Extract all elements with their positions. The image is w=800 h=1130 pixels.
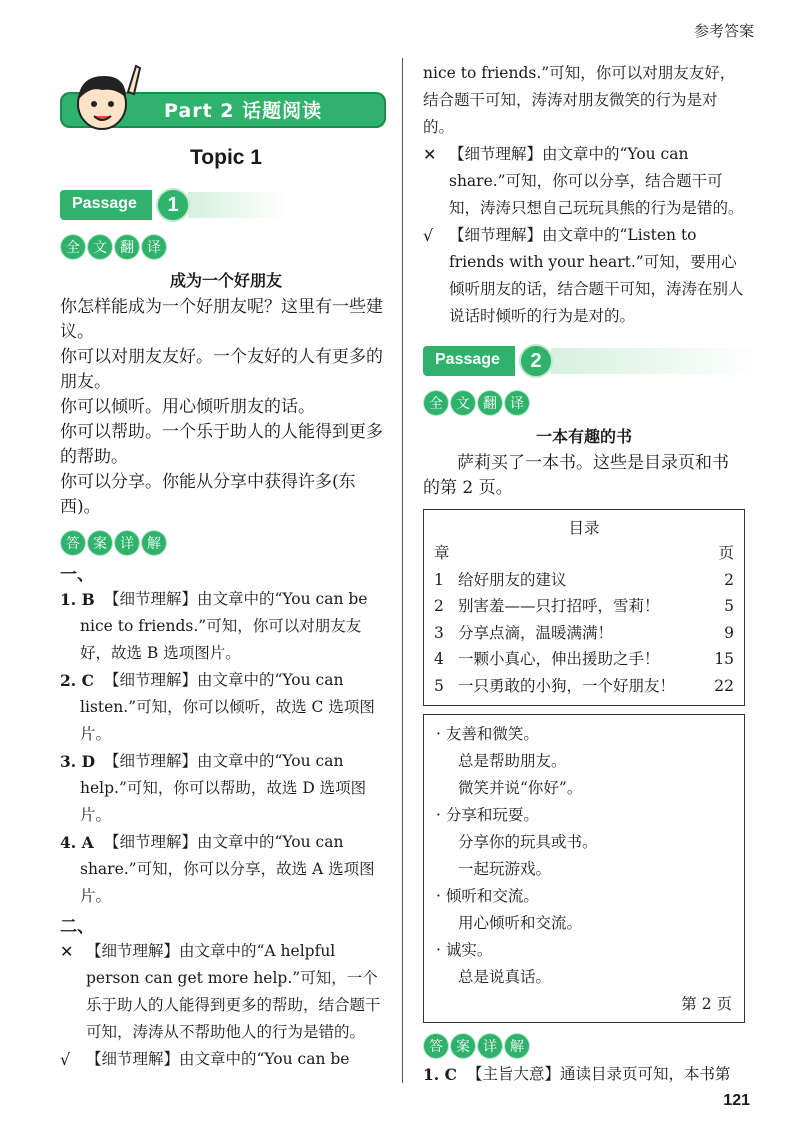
passage-2-intro: 萨莉买了一本书。这些是目录页和书的第 2 页。 (423, 453, 729, 498)
passage-2-title: 一本有趣的书 (535, 427, 632, 446)
passage-1-title: 成为一个好朋友 (169, 271, 282, 290)
page-number: 121 (723, 1092, 750, 1109)
judgement-text: 【细节理解】由文章中的“You can share.”可知，你可以分享，结合题干可知，涛涛只想自己玩玩具熊的行为是错的。 (449, 145, 744, 217)
answer-item (60, 748, 392, 829)
passage-badge-tail (551, 348, 761, 374)
table-of-contents (423, 509, 745, 706)
topic-title: Topic 1 (190, 146, 262, 169)
toc-chapter-title: 一颗小真心，伸出援助之手！ (458, 650, 660, 668)
tag-char: 全 (423, 390, 449, 416)
page-line: · 诚实。 (436, 941, 493, 959)
toc-page-header: 页 (718, 544, 734, 562)
answer-text: 【主旨大意】通读目录页可知，本书第 (467, 1065, 731, 1083)
toc-chapter-title: 一只勇敢的小狗，一个好朋友！ (458, 676, 676, 695)
toc-row (434, 646, 734, 673)
toc-row (434, 673, 734, 700)
page-line: 一起玩游戏。 (458, 860, 552, 878)
toc-page-num: 22 (714, 676, 734, 695)
page-line: · 分享和玩耍。 (436, 806, 539, 824)
paragraph: 你可以分享。你能从分享中获得许多(东西)。 (60, 472, 356, 517)
part-banner (60, 60, 392, 138)
answer-text: 【细节理解】由文章中的“You can listen.”可知，你可以倾听，故选 C 选项图片。 (80, 671, 375, 743)
toc-page-num: 5 (724, 597, 734, 615)
translation-tag (60, 234, 392, 262)
toc-page-num: 9 (724, 623, 734, 642)
answer-item (60, 829, 392, 910)
judgement-item (60, 1046, 392, 1073)
answer-item (60, 667, 392, 748)
tag-char: 答 (423, 1033, 449, 1059)
toc-chapter-num: 5 (434, 676, 444, 695)
judgement-text: 【细节理解】由文章中的“Listen to friends with your heart.”可知，要用心倾听朋友的话，结合题干可知，涛涛在别人说话时倾听的行为是对的。 (449, 226, 744, 325)
tag-char: 详 (477, 1033, 503, 1059)
passage-badge-tail (188, 192, 288, 218)
cross-mark-icon: ✕ (60, 942, 74, 961)
tag-char: 案 (450, 1033, 476, 1059)
tag-char: 解 (504, 1033, 530, 1059)
paragraph: 你怎样能成为一个好朋友呢？这里有一些建议。 (60, 297, 383, 342)
right-column (423, 60, 745, 1088)
toc-chapter-num: 1 (434, 570, 444, 589)
toc-chapter-num: 4 (434, 650, 444, 668)
toc-chapter-num: 3 (434, 623, 444, 642)
answer-number: 4. A (60, 833, 94, 852)
answer-item (60, 586, 392, 667)
translation-tag (423, 390, 745, 418)
page-line: 分享你的玩具或书。 (458, 833, 598, 851)
toc-chapter-header: 章 (434, 544, 450, 562)
tag-char: 翻 (477, 390, 503, 416)
judgement-text: 【细节理解】由文章中的“A helpful person can get more help.”可知，一个乐于助人的人能得到更多的帮助，结合题干可知，涛涛从不帮助他人的行为是错的。 (86, 942, 381, 1041)
page-line: · 友善和微笑。 (436, 725, 539, 743)
check-mark-icon: √ (423, 226, 434, 245)
tag-char: 译 (504, 390, 530, 416)
toc-row (434, 567, 734, 594)
paragraph: 你可以倾听。用心倾听朋友的话。 (60, 397, 315, 417)
answer-tag (60, 530, 392, 558)
tag-char: 翻 (114, 234, 140, 260)
left-column (60, 60, 392, 1073)
page-line: · 倾听和交流。 (436, 887, 539, 905)
judgement-continuation: nice to friends.”可知，你可以对朋友友好，结合题干可知，涛涛对朋友微笑的行为是对的。 (423, 64, 736, 136)
answer-item (423, 1061, 745, 1088)
toc-header-row (434, 540, 734, 567)
tag-char: 答 (60, 530, 86, 556)
judgement-item (423, 222, 745, 330)
toc-row (434, 620, 734, 647)
judgement-item (60, 938, 392, 1046)
toc-page-num: 2 (724, 570, 734, 589)
passage-label: Passage (60, 190, 152, 220)
passage-label: Passage (423, 346, 515, 376)
book-page-label: 第 2 页 (681, 995, 732, 1013)
tag-char: 全 (60, 234, 86, 260)
answer-text: 【细节理解】由文章中的“You can share.”可知，你可以分享，故选 A 选项图片。 (80, 833, 375, 905)
cross-mark-icon: ✕ (423, 145, 437, 164)
judgement-item (423, 141, 745, 222)
toc-row (434, 593, 734, 620)
part-title: Part 2 话题阅读 (164, 100, 323, 122)
toc-chapter-title: 分享点滴，温暖满满！ (458, 623, 614, 642)
page-line: 用心倾听和交流。 (458, 914, 583, 932)
answer-text: 【细节理解】由文章中的“You can be nice to friends.”可知，你可以对朋友友好，故选 B 选项图片。 (80, 590, 368, 662)
column-divider (402, 58, 403, 1083)
paragraph: 你可以帮助。一个乐于助人的人能得到更多的帮助。 (60, 422, 383, 467)
page-line: 总是帮助朋友。 (458, 752, 567, 770)
tag-char: 译 (141, 234, 167, 260)
book-page-2 (423, 714, 745, 1023)
tag-char: 文 (87, 234, 113, 260)
page-line: 微笑并说“你好”。 (458, 779, 583, 797)
passage-number: 2 (519, 344, 553, 378)
passage-number: 1 (156, 188, 190, 222)
judgement-text: 【细节理解】由文章中的“You can be (86, 1050, 350, 1068)
boy-mascot-icon (66, 60, 144, 136)
answer-number: 1. C (423, 1065, 457, 1084)
tag-char: 文 (450, 390, 476, 416)
answer-number: 3. D (60, 752, 96, 771)
toc-page-num: 15 (714, 650, 734, 668)
section-heading: 一、 (60, 565, 94, 585)
paragraph: 你可以对朋友友好。一个友好的人有更多的朋友。 (60, 347, 383, 392)
answer-tag (423, 1033, 745, 1061)
answer-number: 2. C (60, 671, 94, 690)
tag-char: 案 (87, 530, 113, 556)
answer-text: 【细节理解】由文章中的“You can help.”可知，你可以帮助，故选 D 选项图片。 (80, 752, 367, 824)
header-answer-label: 参考答案 (693, 22, 754, 40)
section-heading: 二、 (60, 917, 94, 937)
toc-chapter-title: 给好朋友的建议 (458, 570, 567, 589)
passage-1-badge (60, 188, 392, 224)
toc-chapter-title: 别害羞——只打招呼，雪莉！ (458, 597, 660, 615)
tag-char: 详 (114, 530, 140, 556)
check-mark-icon: √ (60, 1050, 71, 1069)
answer-number: 1. B (60, 590, 95, 609)
toc-chapter-num: 2 (434, 597, 444, 615)
toc-title: 目录 (568, 519, 600, 537)
page-line: 总是说真话。 (458, 968, 552, 986)
passage-2-badge (423, 344, 745, 380)
tag-char: 解 (141, 530, 167, 556)
